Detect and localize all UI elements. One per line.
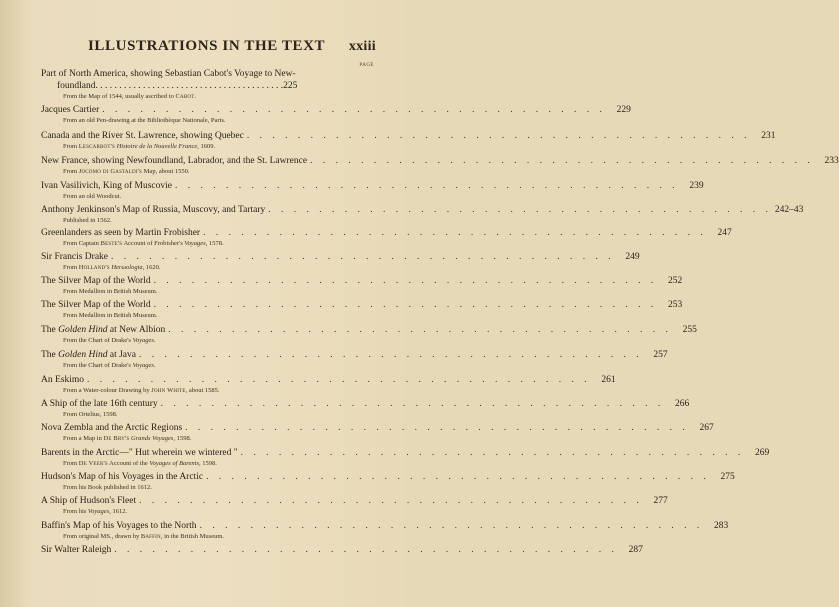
illustration-entry[interactable]: [41, 204, 804, 225]
text-run: Map, about 1550.: [142, 168, 190, 175]
text-run: From a Water-colour Drawing by: [63, 387, 152, 394]
leader-dots: . . . . . . . . . . . . . . . . . . . . . . . . . . . . . . . . . . . . . . . .: [240, 448, 745, 458]
text-run: From the Chart of Drake's: [63, 362, 133, 369]
illustration-entry[interactable]: [41, 299, 683, 320]
entry-page-number: 267: [699, 423, 714, 433]
entry-source: [41, 507, 369, 516]
entry-source: [41, 142, 369, 151]
text-run: Voyages of Barents: [149, 460, 199, 467]
text-run: .: [153, 362, 156, 369]
illustration-entry[interactable]: [41, 68, 369, 101]
entry-title: Sir Francis Drake: [41, 252, 109, 262]
text-run: .: [194, 93, 197, 100]
entry-source: [41, 336, 369, 345]
text-run: From Captain: [63, 240, 101, 247]
entry-page-number: 239: [689, 181, 704, 191]
text-run: From an old Woodcut.: [63, 193, 122, 200]
illustration-entry[interactable]: [41, 130, 776, 151]
leader-dots: . . . . . . . . . . . . . . . . . . . . . . . . . . . . . . . . . . . . . . . .: [206, 472, 710, 482]
entry-line: [41, 520, 729, 532]
entry-title-continuation: foundland: [57, 81, 96, 91]
leader-dots: . . . . . . . . . . . . . . . . . . . . . . . . . . . . . . . . . . . . . . . .: [153, 276, 658, 286]
entry-source: [41, 459, 369, 468]
text-run: at Java: [107, 350, 136, 360]
text-run: John White: [151, 387, 186, 394]
entry-page-number: 275: [720, 472, 735, 482]
entry-line: [41, 398, 690, 410]
entry-source: [41, 192, 369, 201]
text-run: Grands Voyages: [131, 435, 174, 442]
text-run: Account of the: [107, 460, 150, 467]
entry-title: Nova Zembla and the Arctic Regions: [41, 423, 183, 433]
entry-page-number: 261: [601, 375, 616, 385]
entry-page-number: 231: [761, 131, 776, 141]
entry-line: [41, 227, 732, 239]
entry-source: [41, 216, 369, 225]
entry-line: [41, 324, 697, 336]
entry-title: The Silver Map of the World: [41, 276, 151, 286]
leader-dots: . . . . . . . . . . . . . . . . . . . . . . . . . . . . . . . . . . . . . . . .: [153, 300, 658, 310]
leader-dots: . . . . . . . . . . . . . . . . . . . . . . . . . . . . . . . . . . . . . . . .: [102, 105, 606, 115]
text-run: Histoire de la Nouvelle France: [116, 143, 198, 150]
text-run: Voyages: [184, 240, 206, 247]
entry-title: An Eskimo: [41, 375, 85, 385]
leader-dots: . . . . . . . . . . . . . . . . . . . . . . . . . . . . . . . . . . . . . . . .: [95, 81, 284, 91]
entry-page-number: 283: [713, 521, 729, 531]
entry-page-number: 247: [717, 228, 732, 238]
illustration-entry[interactable]: [41, 520, 729, 541]
entry-source: [41, 410, 369, 419]
entry-page-number: 269: [755, 448, 770, 458]
leader-dots: . . . . . . . . . . . . . . . . . . . . . . . . . . . . . . . . . . . . . . . .: [139, 350, 643, 360]
entry-line: [41, 495, 668, 507]
entry-line: [41, 299, 683, 311]
text-run: Voyages: [87, 508, 110, 515]
entry-page-number: 287: [628, 545, 643, 555]
text-run: From Ortelius, 1598.: [63, 411, 118, 418]
entry-title: Jacques Cartier: [41, 105, 100, 115]
entry-page-number: 225: [283, 81, 298, 91]
entry-page-number: 255: [682, 325, 697, 335]
leader-dots: . . . . . . . . . . . . . . . . . . . . . . . . . . . . . . . . . . . . . . . .: [199, 521, 704, 531]
text-run: , 1578.: [205, 240, 224, 247]
entry-title: Baffin's Map of his Voyages to the North: [41, 521, 197, 531]
page-folio: xxiii: [348, 39, 376, 54]
entry-title: Greenlanders as seen by Martin Frobisher: [41, 228, 201, 238]
entry-line: [41, 275, 683, 287]
illustration-entry[interactable]: [41, 104, 631, 125]
entry-source: [41, 167, 369, 176]
entry-source: [41, 311, 369, 320]
entry-source: [41, 92, 369, 101]
text-run: , 1598.: [199, 460, 217, 467]
entry-title-continued: [41, 80, 369, 92]
entry-line: [41, 349, 668, 361]
leader-dots: . . . . . . . . . . . . . . . . . . . . . . . . . . . . . . . . . . . . . . . .: [168, 325, 672, 335]
entry-source: [41, 386, 369, 395]
text-run: , 1620.: [142, 264, 161, 271]
illustration-entry[interactable]: [41, 544, 643, 556]
entry-title: [41, 349, 136, 361]
text-run: , 1598.: [173, 435, 192, 442]
leader-dots: . . . . . . . . . . . . . . . . . . . . . . . . . . . . . . . . . . . . . . . .: [310, 156, 814, 166]
entry-page-number: 257: [653, 350, 668, 360]
entry-title: Barents in the Arctic—" Hut wherein we wintered ": [41, 448, 238, 458]
entry-line: [41, 422, 714, 434]
entry-source: [41, 116, 369, 125]
illustration-entry[interactable]: [41, 398, 690, 419]
text-run: From the Chart of Drake's: [63, 337, 133, 344]
leader-dots: . . . . . . . . . . . . . . . . . . . . . . . . . . . . . . . . . . . . . . . .: [246, 131, 751, 141]
entry-line: [41, 130, 776, 142]
entry-source: [41, 361, 369, 370]
illustration-entry[interactable]: [41, 471, 735, 492]
text-run: From an old Pen-drawing at the Bibliothèque Nationale, Paris.: [63, 117, 226, 124]
entry-title: The Silver Map of the World: [41, 300, 151, 310]
leader-dots: . . . . . . . . . . . . . . . . . . . . . . . . . . . . . . . . . . . . . . . .: [203, 228, 707, 238]
leader-dots: . . . . . . . . . . . . . . . . . . . . . . . . . . . . . . . . . . . . . . . .: [268, 205, 772, 215]
entry-page-number: 277: [653, 496, 668, 506]
text-run: Golden Hind: [58, 350, 108, 360]
entry-source: [41, 434, 369, 443]
entry-title: Sir Walter Raleigh: [41, 545, 112, 555]
entry-title: Canada and the River St. Lawrence, showing Quebec: [41, 131, 244, 141]
text-run: Voyages: [132, 337, 154, 344]
running-header: [88, 38, 376, 55]
illustration-entry[interactable]: [41, 495, 668, 516]
illustration-entry[interactable]: [41, 374, 616, 395]
entry-line: [41, 104, 631, 116]
illustration-entry[interactable]: [41, 349, 668, 370]
entry-line: [41, 544, 643, 556]
leader-dots: . . . . . . . . . . . . . . . . . . . . . . . . . . . . . . . . . . . . . . . .: [114, 545, 618, 555]
text-run: Herωologia: [111, 264, 143, 271]
text-run: De Veer's: [78, 460, 108, 467]
text-run: From his: [63, 508, 88, 515]
text-run: , 1612.: [109, 508, 128, 515]
text-run: Cabot: [175, 93, 195, 100]
text-run: Voyages: [132, 362, 154, 369]
text-run: From: [63, 168, 79, 175]
illustration-entry[interactable]: [41, 180, 704, 201]
entry-title: Anthony Jenkinson's Map of Russia, Muscovy, and Tartary: [41, 205, 266, 215]
entry-page-number: 249: [625, 252, 640, 262]
entry-page-number: 253: [667, 300, 683, 310]
entry-page-number: 229: [616, 105, 631, 115]
entry-source: [41, 483, 369, 492]
text-run: Holland's: [78, 264, 110, 271]
text-run: From his Book published in 1612.: [63, 484, 152, 491]
entry-line: [41, 155, 839, 167]
text-run: The: [41, 325, 59, 335]
entry-source: [41, 532, 369, 541]
text-run: Account of Frobisher's: [122, 240, 185, 247]
entry-title: Part of North America, showing Sebastian Cabot's Voyage to New-: [41, 69, 296, 79]
entry-title: A Ship of the late 16th century: [41, 399, 158, 409]
text-run: The: [41, 350, 59, 360]
text-run: From: [63, 460, 79, 467]
text-run: Beste's: [100, 240, 123, 247]
entry-line: [41, 471, 735, 483]
leader-dots: . . . . . . . . . . . . . . . . . . . . . . . . . . . . . . . . . . . . . . . .: [111, 252, 615, 262]
text-run: Jocomo di Gastaldi's: [78, 168, 143, 175]
illustration-entry[interactable]: [41, 275, 683, 296]
leader-dots: . . . . . . . . . . . . . . . . . . . . . . . . . . . . . . . . . . . . . . . .: [185, 423, 689, 433]
entry-line: [41, 180, 704, 192]
text-run: , about 1585.: [185, 387, 220, 394]
entry-page-number: 233: [824, 156, 839, 166]
text-run: , in the British Museum.: [160, 533, 225, 540]
illustration-entry[interactable]: [41, 227, 732, 248]
illustration-entry[interactable]: [41, 324, 697, 345]
text-run: From the Map of 1544, usually ascribed to: [63, 93, 176, 100]
entry-title: Ivan Vasilivich, King of Muscovie: [41, 181, 172, 191]
text-run: From: [63, 264, 79, 271]
leader-dots: . . . . . . . . . . . . . . . . . . . . . . . . . . . . . . . . . . . . . . . .: [87, 375, 591, 385]
page-column-label: PAGE: [359, 63, 374, 68]
text-run: , 1609.: [197, 143, 216, 150]
entry-title: A Ship of Hudson's Fleet: [41, 496, 137, 506]
entry-source: [41, 239, 369, 248]
entry-line: [41, 447, 770, 459]
illustration-entry[interactable]: [41, 155, 839, 176]
text-run: Published in 1562.: [63, 217, 112, 224]
leader-dots: . . . . . . . . . . . . . . . . . . . . . . . . . . . . . . . . . . . . . . . .: [174, 181, 679, 191]
entry-line: [41, 68, 369, 80]
entry-source: [41, 287, 369, 296]
illustration-entry[interactable]: [41, 422, 714, 443]
text-run: Baffin: [140, 533, 161, 540]
text-run: From original MS., drawn by: [63, 533, 141, 540]
illustration-entry[interactable]: [41, 447, 770, 468]
illustration-entry[interactable]: [41, 251, 640, 272]
entry-line: [41, 374, 616, 386]
text-run: From Medallion in British Museum.: [63, 288, 158, 295]
entry-page-number: 266: [675, 399, 690, 409]
entry-source: [41, 263, 369, 272]
leader-dots: . . . . . . . . . . . . . . . . . . . . . . . . . . . . . . . . . . . . . . . .: [139, 496, 643, 506]
text-run: Lescarbot's: [78, 143, 115, 150]
entry-page-number: 252: [667, 276, 683, 286]
entry-line: [41, 204, 804, 216]
text-run: at New Albion: [107, 325, 166, 335]
entry-page-number: 242–43: [774, 205, 804, 215]
entry-title: Hudson's Map of his Voyages in the Arctic: [41, 472, 204, 482]
text-run: Golden Hind: [58, 325, 108, 335]
entry-line: [41, 251, 640, 263]
text-run: De Bry's: [103, 435, 130, 442]
text-run: From Medallion in British Museum.: [63, 312, 158, 319]
entry-title: New France, showing Newfoundland, Labrador, and the St. Lawrence: [41, 156, 308, 166]
text-run: From: [63, 143, 79, 150]
entry-title: [41, 324, 165, 336]
text-run: From a Map in: [63, 435, 104, 442]
text-run: .: [153, 337, 156, 344]
running-title: ILLUSTRATIONS IN THE TEXT: [88, 38, 326, 54]
leader-dots: . . . . . . . . . . . . . . . . . . . . . . . . . . . . . . . . . . . . . . . .: [160, 399, 665, 409]
